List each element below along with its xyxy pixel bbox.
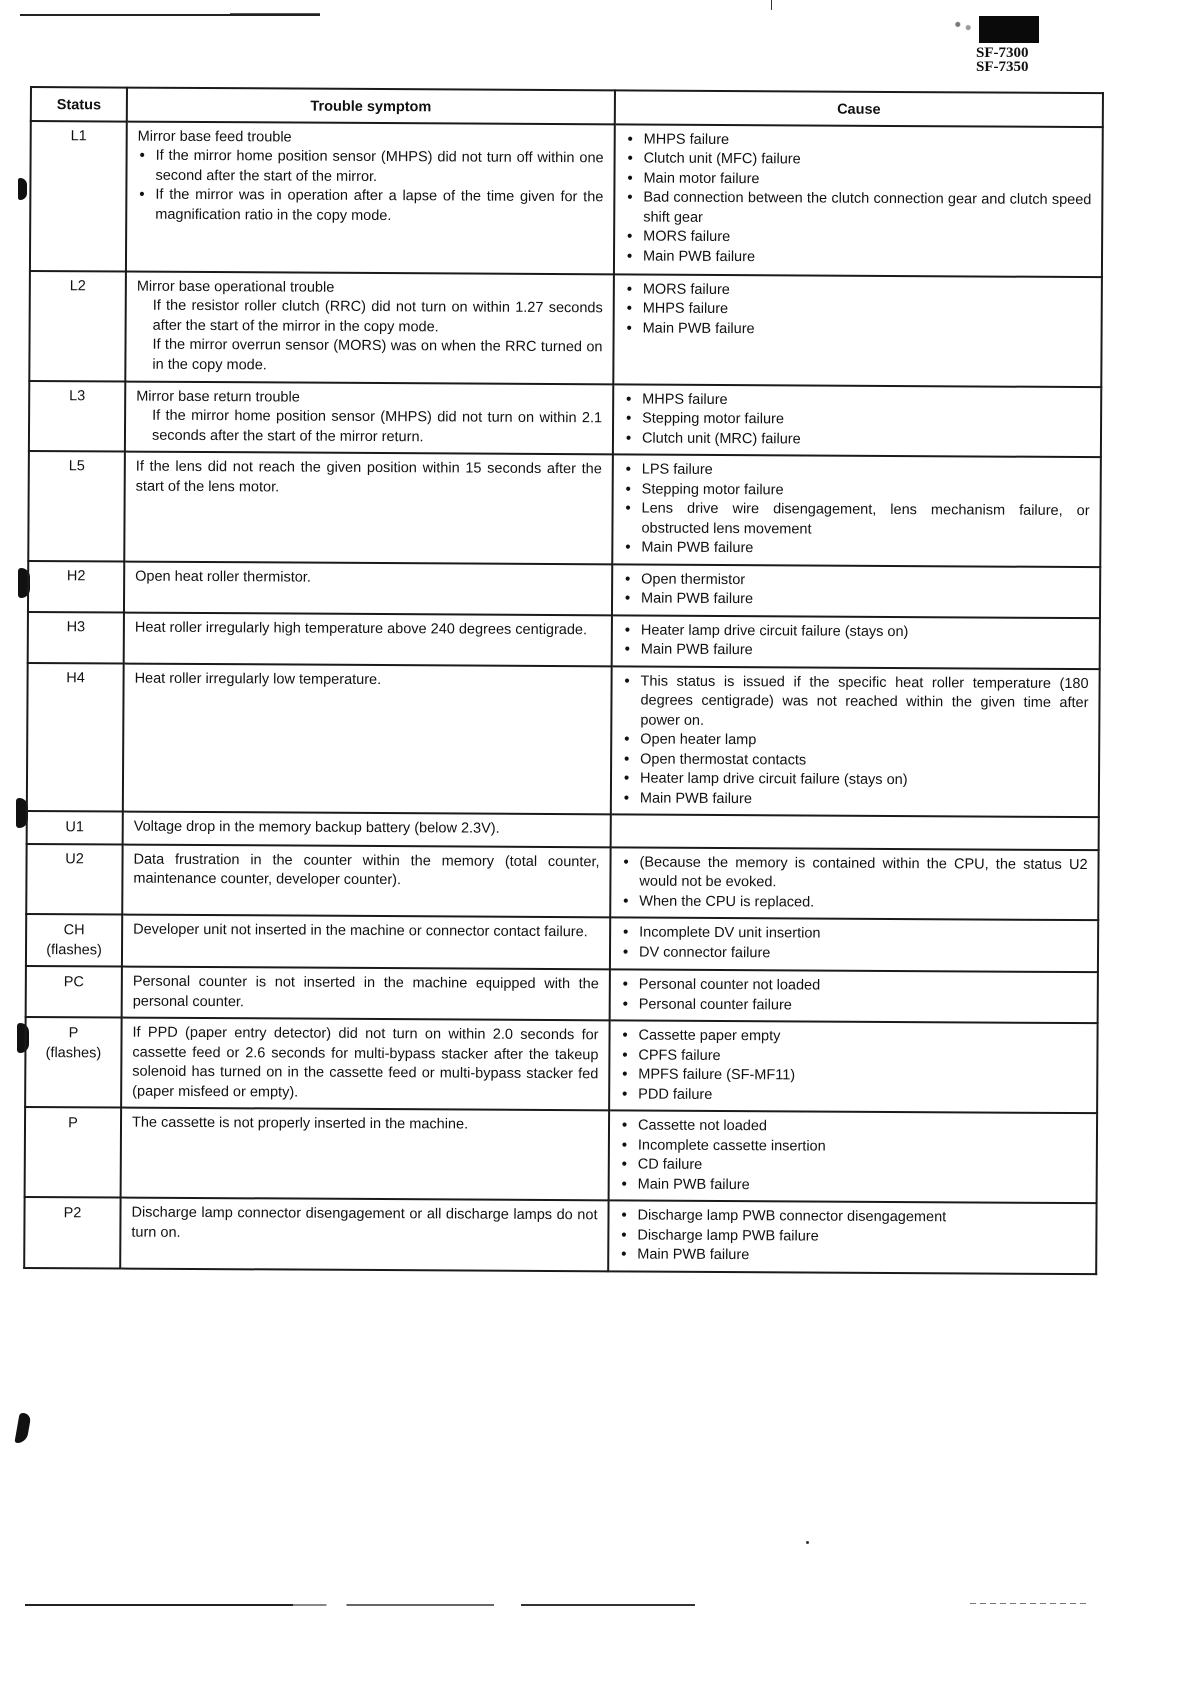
table-row (26, 843, 1098, 920)
trouble-code-table (23, 86, 1104, 1275)
cause-item: • Main PWB failure (623, 589, 1089, 611)
cause-item: • DV connector failure (621, 943, 1087, 965)
cause-item: • (Because the memory is contained within the CPU, the status U2 would not be evoked. (621, 853, 1087, 895)
cause-item: • MPFS failure (SF-MF11) (620, 1065, 1086, 1087)
trouble-symptom: Open heat roller thermistor. (124, 561, 612, 615)
symptom-bullet: • If the mirror home position sensor (MHPS) did not turn off within one second after the start of the mirror. (137, 147, 603, 189)
cause-item: • Heater lamp drive circuit failure (stays on) (623, 621, 1089, 643)
cause-cell (609, 1110, 1098, 1203)
cause-item: • Cassette paper empty (620, 1026, 1086, 1048)
table-row (24, 1197, 1096, 1274)
cause-item: • Discharge lamp PWB failure (619, 1226, 1085, 1248)
cause-item: • Stepping motor failure (624, 409, 1090, 431)
binding-hole-mark (18, 178, 27, 200)
cause-cell (611, 666, 1100, 817)
trouble-symptom: The cassette is not properly inserted in the machine. (121, 1108, 610, 1201)
table-row (28, 560, 1100, 617)
trouble-symptom: Heat roller irregularly low temperature. (123, 663, 612, 814)
model-number: SF-7300 (976, 45, 1029, 61)
binding-hole-mark (14, 1413, 31, 1443)
cause-item: • Main PWB failure (623, 640, 1089, 662)
cause-item: • Clutch unit (MRC) failure (624, 429, 1090, 451)
status-code: U2 (26, 843, 122, 914)
cause-item: • Main PWB failure (625, 247, 1091, 269)
table-row (27, 662, 1100, 817)
table-row (25, 1017, 1098, 1113)
cause-cell (610, 969, 1098, 1023)
status-note: (flashes) (46, 941, 102, 958)
cause-cell (612, 454, 1101, 566)
cause-item: • Main PWB failure (622, 789, 1088, 811)
symptom-line: If the mirror overrun sensor (MORS) was on when the RRC turned on in the copy mode. (152, 336, 603, 373)
cause-item: • Open thermostat contacts (622, 750, 1088, 772)
page-tab-marker (979, 16, 1039, 43)
cause-item: • MHPS failure (624, 390, 1090, 412)
symptom-bullet: • If the mirror was in operation after a lapse of the time given for the magnification ratio in the copy mode. (137, 186, 603, 228)
cause-item: • CD failure (620, 1155, 1086, 1177)
cause-item: • Main PWB failure (620, 1175, 1086, 1197)
status-code: L3 (29, 381, 125, 452)
cause-cell (609, 1020, 1098, 1113)
table-row (26, 966, 1098, 1023)
cause-item: • Personal counter not loaded (621, 975, 1087, 997)
cause-item: • MHPS failure (626, 130, 1092, 152)
status-code: P (25, 1107, 122, 1198)
symptom-line: If the resistor roller clutch (RRC) did not turn on within 1.27 seconds after the start of the mirror in the copy mode. (152, 297, 603, 335)
cause-item: • MORS failure (625, 227, 1091, 249)
cause-item: • LPS failure (624, 460, 1090, 482)
cause-item: • Clutch unit (MFC) failure (626, 149, 1092, 171)
trouble-symptom (126, 121, 615, 274)
trouble-symptom: Discharge lamp connector disengagement or all discharge lamps do not turn on. (120, 1198, 608, 1271)
status-code: L1 (30, 121, 127, 272)
bottom-rule-fragment (970, 1603, 1090, 1604)
status-code: L5 (28, 451, 125, 561)
cause-cell (610, 847, 1098, 920)
symptom-title: Mirror base operational trouble (136, 278, 335, 296)
trouble-symptom (125, 381, 613, 454)
status-code: P2 (24, 1197, 120, 1268)
trouble-symptom: Data frustration in the counter within the memory (total counter, maintenance counter, developer counter). (122, 844, 610, 917)
cause-item: • Bad connection between the clutch connection gear and clutch speed shift gear (625, 188, 1091, 230)
model-numbers (976, 46, 1029, 74)
scan-speck (950, 18, 976, 34)
trouble-symptom: If PPD (paper entry detector) did not turn on within 2.0 seconds for cassette feed or 2.6 seconds for multi-bypass stacker after the takeup solenoid has turned on in the cassette feed or multi-bypass stacker fed (paper misfeed or empty). (121, 1018, 610, 1111)
status-code: U1 (27, 811, 123, 844)
status-code: PC (26, 966, 122, 1018)
cause-item: • Discharge lamp PWB connector disengagement (619, 1206, 1085, 1228)
symptom-title: Mirror base return trouble (136, 388, 300, 406)
cause-item: • Main PWB failure (623, 538, 1089, 560)
trouble-symptom (125, 271, 614, 384)
status-note: (flashes) (45, 1044, 102, 1061)
status-code: L2 (29, 271, 126, 382)
cause-item: • PDD failure (620, 1085, 1086, 1107)
cause-item: • Open thermistor (623, 570, 1089, 592)
cause-item: • Lens drive wire disengagement, lens mechanism failure, or obstructed lens movement (623, 499, 1089, 541)
cause-cell (610, 917, 1098, 972)
status-code: H4 (27, 662, 124, 811)
trouble-symptom: Voltage drop in the memory backup battery (below 2.3V). (123, 812, 611, 847)
status-cell (26, 914, 122, 967)
header-trouble-symptom: Trouble symptom (127, 88, 615, 124)
model-number: SF-7350 (976, 59, 1029, 75)
cause-cell (612, 615, 1100, 669)
status-code: P (68, 1025, 79, 1042)
cause-item: • Open heater lamp (622, 730, 1088, 752)
status-cell (25, 1017, 122, 1108)
table-row (30, 121, 1103, 277)
bottom-rule (25, 1604, 695, 1606)
cause-cell (613, 274, 1102, 387)
cause-item: • This status is issued if the specific heat roller temperature (180 degrees centigrade) was not reached within the given time after power on. (622, 672, 1088, 733)
table-row (29, 271, 1102, 387)
header-cause: Cause (615, 90, 1103, 126)
cause-item: • Main motor failure (625, 169, 1091, 191)
cause-cell (608, 1200, 1096, 1273)
table-row (25, 1107, 1098, 1203)
status-code: H2 (28, 560, 124, 612)
cause-item: • Heater lamp drive circuit failure (stays on) (622, 769, 1088, 791)
status-code: H3 (28, 611, 124, 663)
top-tick-mark (771, 0, 772, 10)
symptom-line: If the mirror home position sensor (MHPS) did not turn on within 2.1 seconds after the start of the mirror return. (151, 407, 603, 445)
trouble-symptom: If the lens did not reach the given position within 15 seconds after the start of the lens motor. (124, 452, 613, 564)
cause-item: • Personal counter failure (621, 995, 1087, 1017)
trouble-symptom: Heat roller irregularly high temperature above 240 degrees centigrade. (124, 612, 612, 666)
table-row (29, 381, 1101, 458)
cause-cell (613, 384, 1101, 457)
cause-item: • CPFS failure (620, 1046, 1086, 1068)
cause-item: • Stepping motor failure (624, 480, 1090, 502)
trouble-symptom: Developer unit not inserted in the machine or connector contact failure. (122, 915, 610, 970)
status-code: CH (63, 922, 85, 939)
cause-item: • MHPS failure (625, 299, 1091, 321)
header-status: Status (31, 87, 127, 121)
cause-cell (612, 564, 1100, 618)
table-row (28, 451, 1101, 567)
table-row (28, 611, 1100, 668)
cause-item: • Cassette not loaded (620, 1116, 1086, 1138)
cause-cell (611, 814, 1099, 849)
cause-item: • When the CPU is replaced. (621, 892, 1087, 914)
cause-cell (614, 124, 1103, 277)
top-rule-fragment (230, 13, 320, 14)
table-row (26, 914, 1098, 972)
cause-item: • Incomplete cassette insertion (620, 1136, 1086, 1158)
cause-item: • Main PWB failure (625, 319, 1091, 341)
symptom-title: Mirror base feed trouble (137, 128, 292, 146)
trouble-symptom: Personal counter is not inserted in the machine equipped with the personal counter. (122, 967, 610, 1021)
cause-item: • MORS failure (625, 280, 1091, 302)
cause-item: • Incomplete DV unit insertion (621, 923, 1087, 945)
cause-item: • Main PWB failure (619, 1245, 1085, 1267)
top-rule (20, 14, 320, 16)
scan-speck (806, 1541, 809, 1544)
